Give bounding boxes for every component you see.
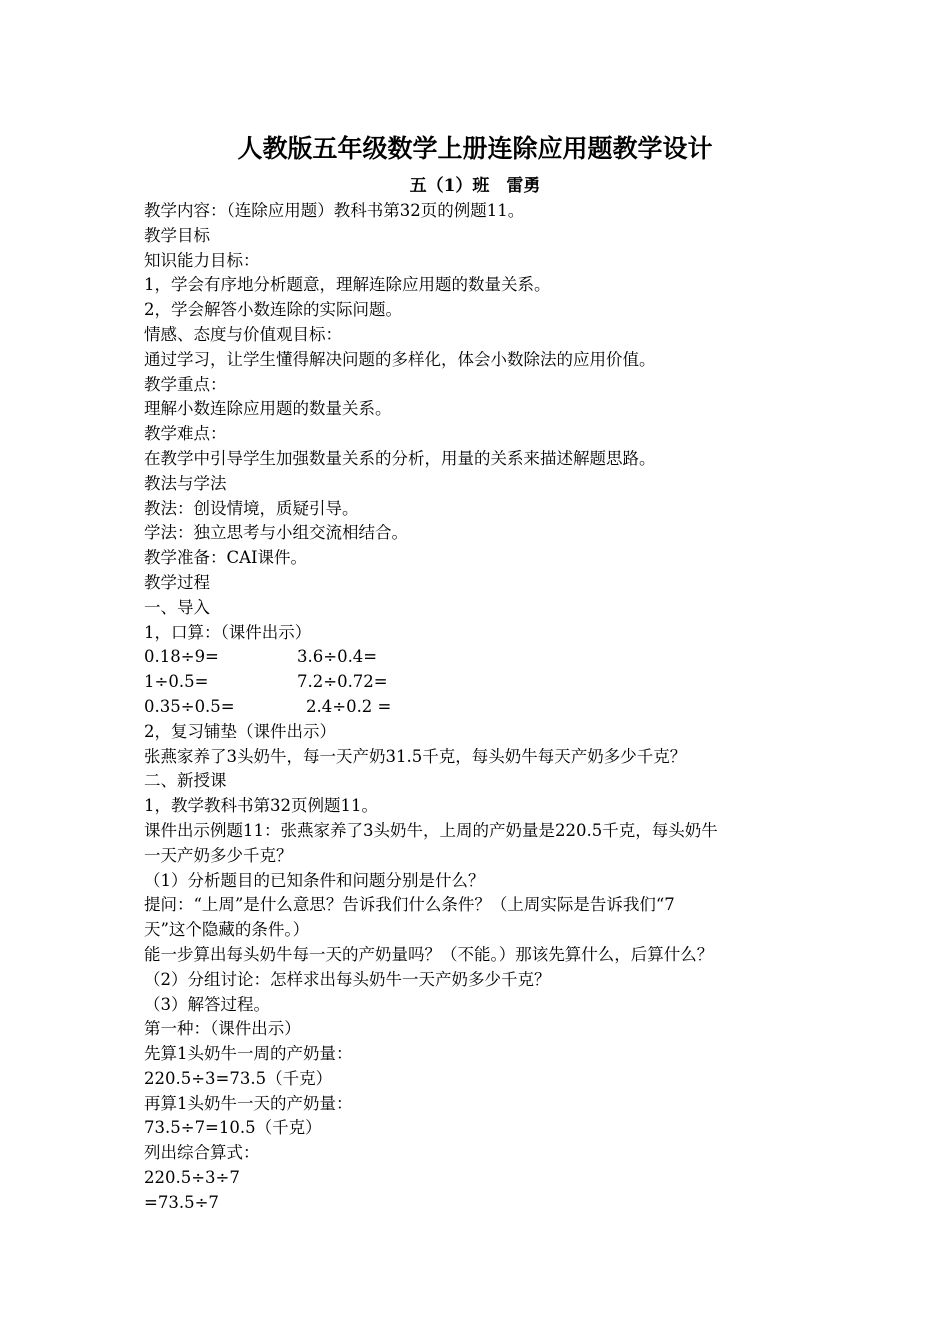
text-line: 能一步算出每头奶牛每一天的产奶量吗？（不能。）那该先算什么，后算什么？ xyxy=(144,944,714,964)
text-line: 教学准备：CAI课件。 xyxy=(144,548,308,568)
text-line: 在教学中引导学生加强数量关系的分析，用量的关系来描述解题思路。 xyxy=(144,448,656,468)
text-line: 提问：“上周”是什么意思？告诉我们什么条件？（上周实际是告诉我们“7 xyxy=(144,895,675,915)
calc-row xyxy=(144,645,824,670)
text-line: 教学重点： xyxy=(144,374,227,394)
text-line: 情感、态度与价值观目标： xyxy=(144,324,342,344)
calc-row xyxy=(144,670,824,695)
text-line: 教学目标 xyxy=(144,225,210,245)
calc-item: 0.35÷0.5= xyxy=(144,696,235,716)
document-body xyxy=(144,199,824,1216)
text-line: 理解小数连除应用题的数量关系。 xyxy=(144,399,392,419)
text-line: （1）分析题目的已知条件和问题分别是什么？ xyxy=(144,870,485,890)
text-line: =73.5÷7 xyxy=(144,1192,219,1212)
document-title: 人教版五年级数学上册连除应用题教学设计 xyxy=(237,134,713,163)
text-line: 学法：独立思考与小组交流相结合。 xyxy=(144,523,408,543)
text-line: 第一种：（课件出示） xyxy=(144,1019,301,1039)
text-line: 73.5÷7=10.5（千克） xyxy=(144,1118,322,1138)
text-line: 张燕家养了3头奶牛，每一天产奶31.5千克，每头奶牛每天产奶多少千克？ xyxy=(144,746,687,766)
text-line: 2，学会解答小数连除的实际问题。 xyxy=(144,300,402,320)
text-line: 课件出示例题11：张燕家养了3头奶牛，上周的产奶量是220.5千克，每头奶牛 xyxy=(144,820,718,840)
text-line: 教学内容：（连除应用题）教科书第32页的例题11。 xyxy=(144,201,525,220)
text-line: 一、导入 xyxy=(144,597,210,617)
text-line: 教法：创设情境，质疑引导。 xyxy=(144,498,359,518)
calc-item: 3.6÷0.4= xyxy=(297,647,378,667)
text-line: 1，学会有序地分析题意，理解连除应用题的数量关系。 xyxy=(144,275,551,295)
text-line: 220.5÷3÷7 xyxy=(144,1168,240,1188)
text-line: 天”这个隐藏的条件。） xyxy=(144,920,310,940)
document-author: 五（1）班 雷勇 xyxy=(409,176,541,196)
text-line: 一天产奶多少千克？ xyxy=(144,845,293,865)
text-line: （2）分组讨论：怎样求出每头奶牛一天产奶多少千克？ xyxy=(144,969,551,989)
calc-item: 0.18÷9= xyxy=(144,647,219,667)
text-line: 先算1头奶牛一周的产奶量： xyxy=(144,1044,353,1064)
text-line: 1，教学教科书第32页例题11。 xyxy=(144,796,378,816)
text-line: 2，复习铺垫（课件出示） xyxy=(144,721,336,741)
text-line: 列出综合算式： xyxy=(144,1143,260,1163)
text-line: 220.5÷3=73.5（千克） xyxy=(144,1068,333,1088)
calc-item: 1÷0.5= xyxy=(144,672,209,692)
text-line: 教法与学法 xyxy=(144,473,227,493)
text-line: 教学难点： xyxy=(144,424,227,444)
calc-item: 7.2÷0.72= xyxy=(297,672,388,692)
text-line: 教学过程 xyxy=(144,572,210,592)
text-line: 再算1头奶牛一天的产奶量： xyxy=(144,1093,353,1113)
text-line: 知识能力目标： xyxy=(144,250,260,270)
calc-item: 2.4÷0.2 = xyxy=(306,696,392,716)
text-line: 1，口算：（课件出示） xyxy=(144,622,312,642)
text-line: 二、新授课 xyxy=(144,771,227,791)
text-line: （3）解答过程。 xyxy=(144,994,270,1014)
text-line: 通过学习，让学生懂得解决问题的多样化，体会小数除法的应用价值。 xyxy=(144,349,656,369)
calc-row xyxy=(144,695,824,720)
